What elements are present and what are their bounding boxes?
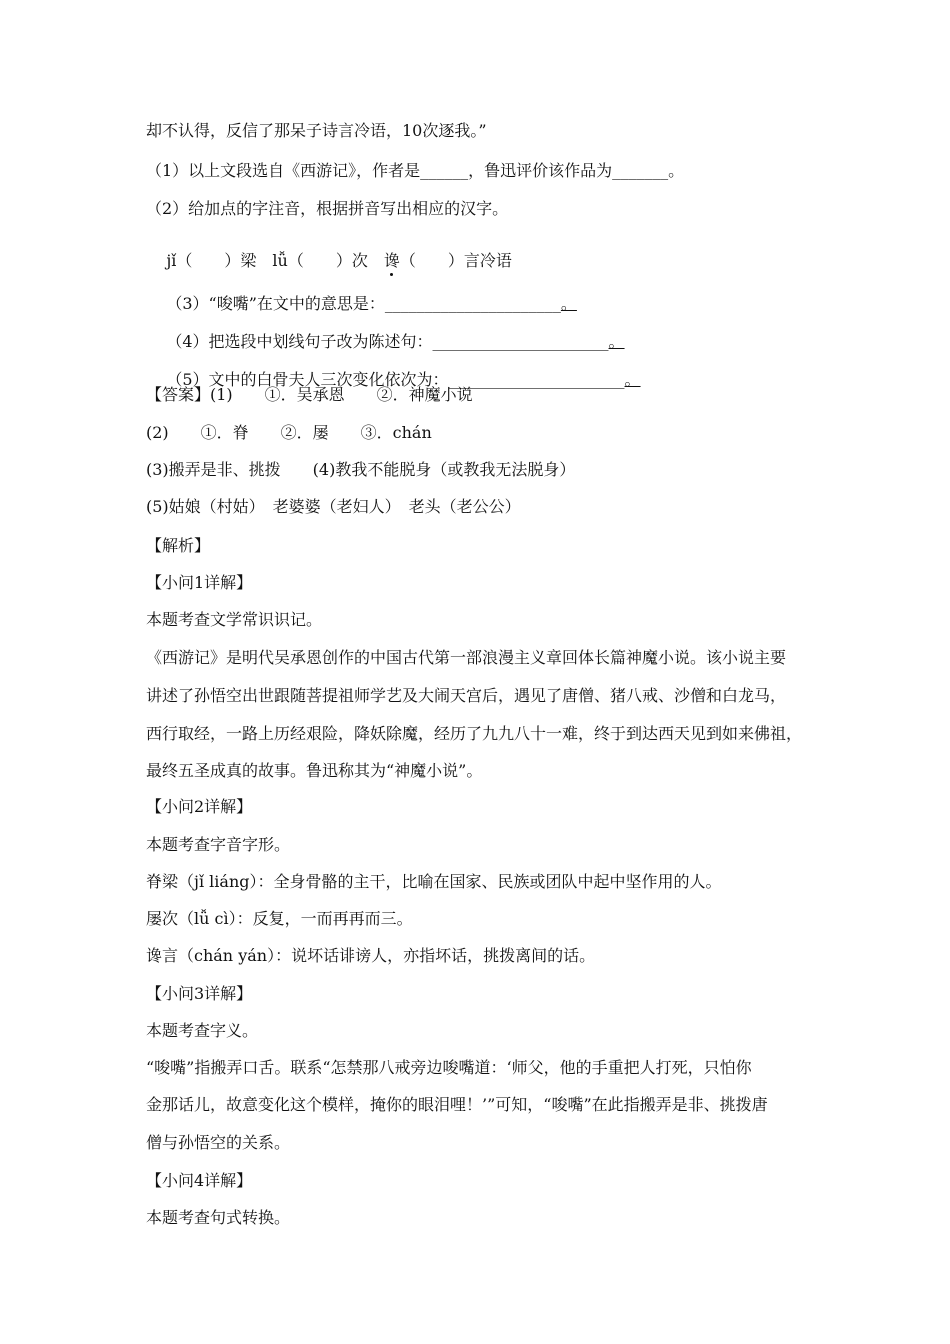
- paragraph-line: 屡次（lǚ cì）：反复，一而再再而三。: [146, 909, 413, 928]
- answer-blank-end: 。: [560, 294, 577, 313]
- section-heading: 【小问2详解】: [146, 797, 253, 816]
- paragraph-line: 脊梁（jǐ liáng）：全身骨骼的主干，比喻在国家、民族或团队中起中坚作用的人。: [146, 872, 722, 891]
- question-4-text: （4）把选段中划线句子改为陈述句：______________________: [166, 332, 609, 351]
- paragraph-line: 《西游记》是明代吴承恩创作的中国古代第一部浪漫主义章回体长篇神魔小说。该小说主要: [146, 648, 787, 667]
- answer-heading: 【答案】(1) ①．吴承恩 ②．神魔小说: [146, 385, 473, 404]
- paragraph-line: 西行取经，一路上历经艰险，降妖除魔，经历了九九八十一难，终于到达西天见到如来佛祖，: [146, 724, 803, 743]
- pinyin-suffix: （ ）言冷语: [399, 251, 512, 270]
- question-2: （2）给加点的字注音，根据拼音写出相应的汉字。: [146, 199, 509, 218]
- paragraph-line: 僧与孙悟空的关系。: [146, 1133, 291, 1152]
- section-heading: 【小问3详解】: [146, 984, 253, 1003]
- answer-blank-end: 。: [624, 370, 641, 389]
- section-heading: 【小问1详解】: [146, 573, 253, 592]
- paragraph-line: 本题考查字音字形。: [146, 835, 291, 854]
- answer-line: (2) ①．脊 ②．屡 ③．chán: [146, 423, 432, 442]
- pinyin-prefix: jǐ（ ）梁 lǚ（ ）次: [166, 251, 384, 270]
- paragraph-line: 讲述了孙悟空出世跟随菩提祖师学艺及大闹天宫后，遇见了唐僧、猪八戒、沙僧和白龙马，: [146, 686, 787, 705]
- paragraph-line: 谗言（chán yán）：说坏话诽谤人，亦指坏话，挑拨离间的话。: [146, 946, 596, 965]
- paragraph-line: 本题考查字义。: [146, 1021, 259, 1040]
- analysis-heading: 【解析】: [146, 536, 211, 555]
- question-3-text: （3）“唆嘴”在文中的意思是：______________________: [166, 294, 561, 313]
- paragraph-line: 本题考查句式转换。: [146, 1208, 291, 1227]
- answer-line: (5)姑娘（村姑） 老婆婆（老妇人） 老头（老公公）: [146, 497, 521, 516]
- section-heading: 【小问4详解】: [146, 1171, 253, 1190]
- question-5-text: （5）文中的白骨夫人三次变化依次为：______________________: [166, 370, 625, 389]
- text-line: 却不认得，反信了那呆子诗言冷语，10次逐我。”: [146, 121, 487, 140]
- answer-line: (3)搬弄是非、挑拨 (4)教我不能脱身（或教我无法脱身）: [146, 460, 576, 479]
- paragraph-line: “唆嘴”指搬弄口舌。联系“怎禁那八戒旁边唆嘴道：‘师父，他的手重把人打死，只怕你: [146, 1058, 752, 1077]
- paragraph-line: 金那话儿，故意变化这个模样，掩你的眼泪哩！’”可知，“唆嘴”在此指搬弄是非、挑拨唐: [146, 1095, 768, 1114]
- question-1: （1）以上文段选自《西游记》，作者是______，鲁迅评价该作品为_______。: [146, 161, 685, 180]
- paragraph-line: 最终五圣成真的故事。鲁迅称其为“神魔小说”。: [146, 761, 483, 780]
- dotted-character: 谗: [383, 251, 400, 270]
- paragraph-line: 本题考查文学常识识记。: [146, 610, 323, 629]
- answer-blank-end: 。: [608, 332, 625, 351]
